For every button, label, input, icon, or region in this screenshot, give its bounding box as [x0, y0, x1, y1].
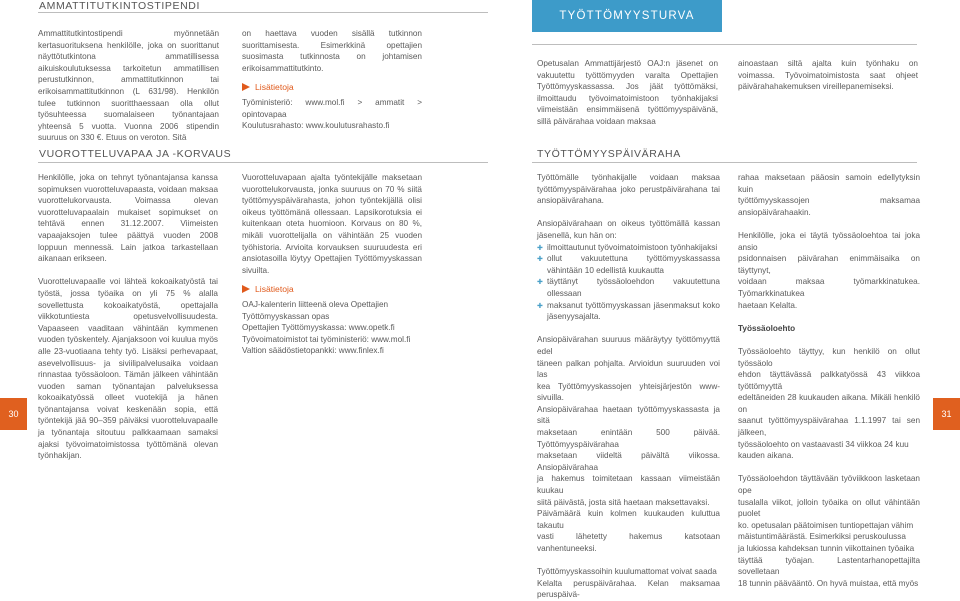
stipendi-paragraph-cont: on haettava vuoden sisällä tutkinnon suorittamisesta. Esimerkkinä opettajien suosimasta tutkinnosta on johtamisen erikoisammattitutkinto. — [242, 29, 422, 73]
tyossaoloehto-heading: Työssäoloehto — [738, 323, 796, 333]
plus-icon: ✚ — [537, 256, 543, 264]
banner-tyottomyysturva: TYÖTTÖMYYSTURVA — [532, 0, 722, 32]
info-line: Työvoimatoimistot tai työministeriö: www.mol.fi — [242, 334, 411, 344]
section-rule-right-top — [532, 44, 917, 45]
bullet-item: ✚ ollut vakuutettuna työttömyyskassassa vähintään 10 edellistä kuukautta — [537, 254, 720, 275]
tyottomyysturva-paragraph-cont: ainoastaan siltä ajalta kuin työnhaku on voimassa. Työvoimatoimistosta saat ohjeet päivärahahakemuksen vireillepanemiseksi. — [738, 59, 918, 92]
bullet-item: ✚ maksanut työttömyyskassan jäsenmaksut koko jäsenyysajalta. — [537, 300, 720, 322]
tyossaoloehto-p2: Työssäoloehdon täyttävään työviikkoon lasketaan ope tusalalla viikot, jolloin työaika on ollut vähintään puolet ko. opetusalan päätoimisen tuntiopettajan vähim mäistuntimäärästä. Esimerkiksi peruskoulussa ja lukiossa kahdeksan tunnin viikottainen työaika täyttää työajan. Lastentarhanopettajilta sovelletaan 18 tunnin päävääntö. On hyvä muistaa, että myös — [738, 474, 920, 588]
paivaraha-col2-p1: rahaa maksetaan pääosin samoin edellytyksin kuin työttömyyskassojen maksamaa ansiopäivärahaakin. — [738, 173, 920, 217]
section-rule-mid — [38, 162, 488, 163]
paivaraha-col2-p2: Henkilölle, joka ei täytä työssäoloehtoa tai joka ansio psidonnaisen päivärahan enimmäisaika on täyttynyt, voidaan maksaa työmarkkinatukea. Työmarkkinatukea haetaan Kelalta. — [738, 230, 920, 310]
plus-icon: ✚ — [537, 279, 543, 287]
info-line: Valtion säädöstietopankki: www.finlex.fi — [242, 346, 384, 356]
paivaraha-col2-text — [738, 172, 920, 589]
info-line: Opettajien Työttömyyskassa: www.opetk.fi — [242, 323, 395, 333]
section-rule-right-mid — [532, 162, 917, 163]
tyottomyysturva-paragraph: Opetusalan Ammattijärjestö OAJ:n jäsenet on vakuutettu työttömyyden varalta Opettajien Työttömyyskassassa. Jos jäät työttömäksi, ilmoittaudu työvoimatoimistoon työnhakijaksi viimeistään ensimmäisenä työttömyyspäivänä, sillä päivärahaa voidaan maksaa — [537, 59, 718, 126]
stipendi-col1-text — [38, 28, 219, 156]
lisatietoja-heading-2: Lisätietoja — [242, 284, 422, 296]
page-number-right: 31 — [933, 398, 960, 430]
info-line: Koulutusrahasto: www.koulutusrahasto.fi — [242, 121, 390, 131]
arrow-right-icon — [242, 285, 250, 293]
info-lines-1 — [242, 97, 422, 132]
info-line: OAJ-kalenterin liitteenä oleva Opettajien — [242, 299, 389, 309]
paivaraha-bullets — [537, 242, 720, 323]
info-line: Työministeriö: www.mol.fi > ammatit > opintovapaa — [242, 97, 422, 119]
page-number-left: 30 — [0, 398, 27, 430]
bullet-item: ✚ täyttänyt työssäoloehdon vakuutettuna ollessaan — [537, 277, 720, 298]
plus-icon: ✚ — [537, 302, 543, 310]
paivaraha-intro: Työttömälle työnhakijalle voidaan maksaa työttömyyspäivärahaa joko perustpäivärahana tai ansiopäivärahana. — [537, 173, 720, 206]
tyottomyysturva-col1-text — [537, 58, 718, 139]
plus-icon: ✚ — [537, 244, 543, 252]
tyottomyysturva-col2-text — [738, 58, 918, 104]
vuorottelu-paragraph-1: Henkilölle, joka on tehnyt työnantajansa kanssa sopimuksen vuorotteluvapaasta, voidaan maksaa vuorottelukorvausta. Voimassa olevan vuorotteluvapaalain mukaiset sopimukset on tehtävä ennen 31.12.2007. Viimeisten vapaajaksojen tulee päättyä vuoden 2008 loppuun mennessä. Lain jatkoa tarkastellaan aikanaan erikseen. — [38, 173, 218, 264]
vuorottelu-paragraph-3: Vuorotteluvapaan ajalta työntekijälle maksetaan vuorottelukorvausta, jonka suuruus on 70 % siitä työttömyyspäivärahasta, johon työntekijällä olisi oikeus työttömänä ollessaan. Lapsikorotuksia ei kuitenkaan oteta huomioon. Korvaus on 80 %, mikäli vuorottelijalla on vähintään 25 vuoden työhistoria. Arvioita korvauksen suuruudesta eri ansiotasoilla löytyy Opettajien Työttömyyskassan sivuilta. — [242, 173, 422, 275]
section-title-ammattitutkintostipendi: AMMATTITUTKINTOSTIPENDI — [39, 0, 200, 12]
section-rule-top — [38, 12, 488, 13]
vuorottelu-paragraph-2: Vuorotteluvapaalle voi lähteä kokoaikatyöstä tai työstä, jossa työaika on yli 75 % alalla sovellettusta kokoaikatyöstä, opettajalla viikkotuntiesta opetusvelvollisuudesta. Vapaaseen vaaditaan vähintään kymmenen vuoden työskentely. Ajanjaksoon voi kuulua myös alle 23-vuotiaana tehty työ. Lisäksi perhevapaat, asevelvollisuus- ja siviilipalvelusaika voidaan rinnastaa työssäoloon. Tämän jälkeen vähintään vuoden saman työnantajan palveluksessa kokoaikatyössä olleet vuotekijä ja hänen työnantajansa voivat keskenään sopia, että työntekijä jää 90–359 päiväksi vuorotteluvapaalle ja työnantaja sitoutuu palkkaamaan samaksi ajaksi työvoimatoimistossa työttömänä olevan työnhakijan. — [38, 277, 218, 461]
arrow-right-icon — [242, 83, 250, 91]
stipendi-col2-text — [242, 28, 422, 132]
vuorottelu-col1-text — [38, 172, 218, 473]
tyossaoloehto-p1: Työssäoloehto täyttyy, kun henkilö on ollut työssäolo ehdon täyttävässä palkkatyössä 43 viikkoa työttömyyttä edeltäneiden 28 kuukauden aikana. Mikäli henkilö on saanut työttömyyspäivärahaa 1.1.1997 tai sen jälkeen, työssäoloehto on vastaavasti 34 viikkoa 24 kuu kauden aikana. — [738, 346, 920, 461]
stipendi-paragraph: Ammattitutkintostipendi myönnetään kertasuorituksena henkilölle, joka on suorittanut näyttötutkintona ammatillisessa aikuiskoulutuksessa tarkoitetun ammatillisen perustutkinnon, ammattitutkinnon tai erikoisammattitutkinnon (L 631/98). Henkilön tulee tutkinnon suoritthaessaan olla ollut työsuhteessa suomalaiseen työnantajaan yhteensä 5 vuotta. Vuonna 2006 stipendin suuruus on 330 €. Etuus on veroton. Sitä — [38, 29, 219, 143]
section-title-tyottomyyspaivaraha: TYÖTTÖMYYSPÄIVÄRAHA — [537, 148, 681, 160]
paivaraha-p2: Ansiopäivärahaan on oikeus työttömällä kassan jäsenellä, kun hän on: — [537, 219, 720, 240]
vuorottelu-col2-text — [242, 172, 422, 357]
paivaraha-p4: Työttömyyskassoihin kuulumattomat voivat saada Kelalta peruspäivärahaa. Kelan maksamaa peruspäivä- — [537, 567, 720, 600]
bullet-item: ✚ ilmoittautunut työvoimatoimistoon työnhakijaksi — [537, 242, 720, 254]
paivaraha-p3: Ansiopäivärahan suuruus määräytyy työttömyyttä edel täneen palkan pohjalta. Arvioidun suuruuden voi las kea Työttömyyskassojen yhteisjärjestön www-sivuilla. Ansiopäivärahaa haetaan työttömyyskassasta ja sitä maksetaan enintään 500 päivää. Työttömyyspäivärahaa maksetaan viideltä päivältä viikossa. Ansiopäivärahaa ja hakemus toimitetaan kassaan viimeistään kuukau siitä päivästä, josta sitä haetaan maksettavaksi. Päivämäärä kuin kolmen kuukauden kuluttua takautu vasti lähetetty hakemus katsotaan vanhentuneeksi. — [537, 335, 720, 553]
info-lines-2 — [242, 299, 422, 357]
paivaraha-col1-text — [537, 172, 720, 601]
info-line: Työttömyyskassan opas — [242, 311, 330, 321]
section-title-vuorotteluvapaa: VUOROTTELUVAPAA JA -KORVAUS — [39, 148, 232, 160]
lisatietoja-heading-1: Lisätietoja — [242, 82, 422, 94]
